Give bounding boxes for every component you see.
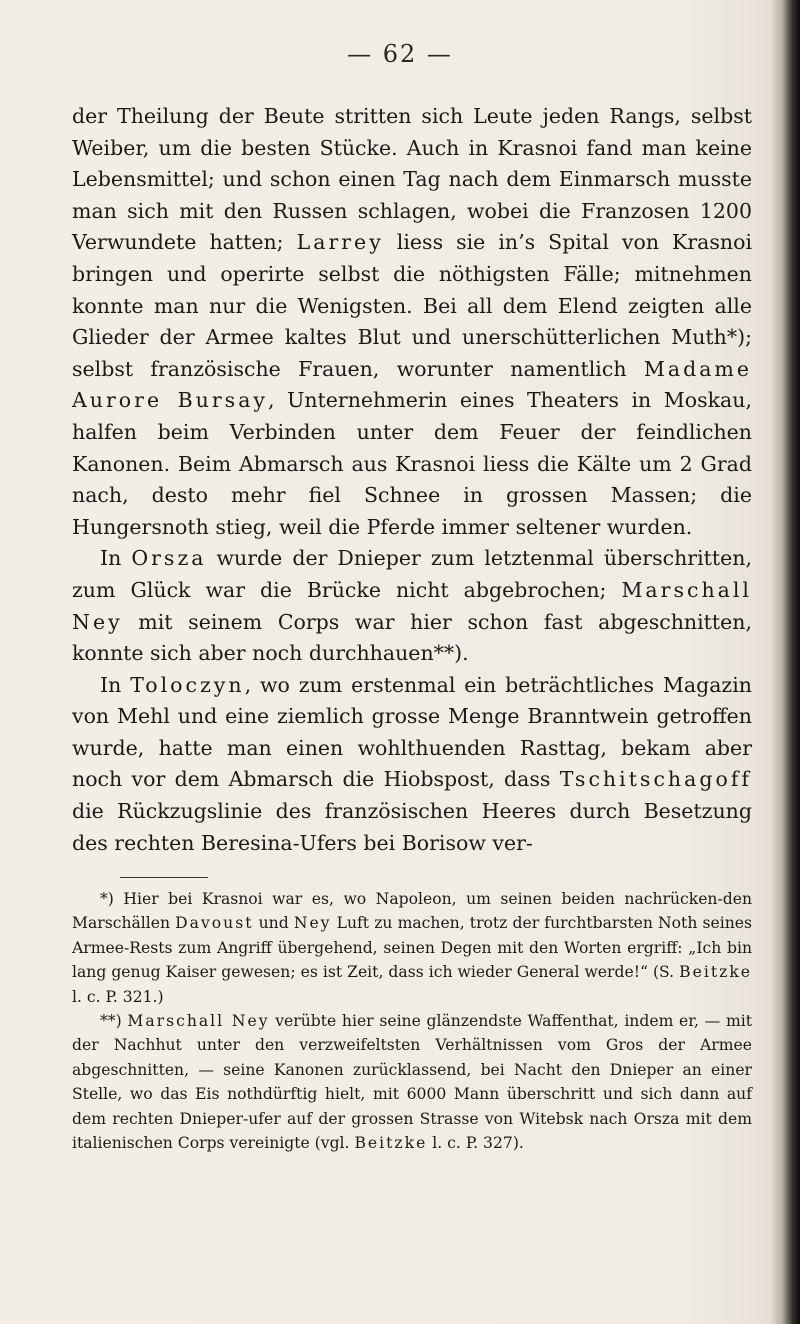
text-run: wurde der Dnieper zum letztenmal überschritten, zum Glück war die Brücke nicht abgebrochen; — [72, 546, 752, 602]
text-run: , Unternehmerin eines Theaters in Moskau, halfen beim Verbinden unter dem Feuer der feindlichen Kanonen. Beim Abmarsch aus Krasnoi liess die Kälte um 2 Grad nach, desto mehr fiel Schnee in grossen Massen; die Hungersnoth stieg, weil die Pferde immer seltener wurden. — [72, 388, 752, 539]
text-run: , wo zum erstenmal ein beträchtliches Magazin von Mehl und eine ziemlich grosse Menge Branntwein getroffen wurde, hatte man einen wohlthuenden Rasttag, bekam aber noch vor dem Abmarsch die Hiobspost, dass — [72, 672, 752, 792]
paragraph — [72, 101, 752, 543]
text-run: *) Hier bei Krasnoi war es, wo Napoleon, um seinen beiden nachrücken-den Marschällen — [72, 890, 752, 933]
page-edge-shadow — [770, 0, 800, 1324]
text-run: **) — [100, 1012, 128, 1031]
spaced-name: Madame Aurore Bursay — [72, 356, 752, 413]
paragraph — [72, 670, 752, 860]
spaced-name: Davoust — [175, 914, 254, 933]
spaced-name: Marschall Ney — [127, 1012, 270, 1031]
text-run: verübte hier seine glänzendste Waffenthat, indem er, — mit der Nachhut unter den verzweifeltsten Verhältnissen vom Gros der Armee abgeschnitten, — seine Kanonen zurücklassend, bei Nacht den Dnieper an einer Stelle, wo das Eis nothdürftig hielt, mit 6000 Mann überschritt und sich dann auf dem rechten Dnieper-ufer auf der grossen Strasse von Witebsk nach Orsza mit dem italienischen Corps vereinigte (vgl. — [72, 1012, 752, 1153]
page-number: — 62 — — [347, 40, 453, 68]
spaced-name: Toloczyn — [130, 672, 245, 697]
footnote — [72, 1009, 752, 1155]
text-run: l. c. P. 327). — [427, 1134, 524, 1153]
spaced-name: Larrey — [296, 230, 384, 255]
spaced-name: Beitzke — [679, 963, 752, 982]
text-run: In — [100, 672, 131, 697]
text-run: l. c. P. 321.) — [72, 987, 164, 1006]
footnote — [72, 887, 752, 1009]
text-run: und — [253, 914, 294, 933]
text-run: der Theilung der Beute stritten sich Leute jeden Rangs, selbst Weiber, um die besten Stücke. Auch in Krasnoi fand man keine Lebensmittel; und schon einen Tag nach dem Einmarsch musste man sich mit den Russen schlagen, wobei die Franzosen 1200 Verwundete hatten; — [72, 104, 752, 255]
paragraph — [72, 543, 752, 669]
spaced-name: Tschitschagoff — [559, 767, 752, 792]
text-run: mit seinem Corps war hier schon fast abgeschnitten, konnte sich aber noch durchhauen**). — [72, 609, 752, 666]
text-run: liess sie in’s Spital von Krasnoi bringen und operirte selbst die nöthigsten Fälle; mitnehmen konnte man nur die Wenigsten. Bei all dem Elend zeigten alle Glieder der Armee kaltes Blut und unerschütterlichen Muth*); selbst französische Frauen, worunter namentlich — [72, 230, 753, 381]
spaced-name: Marschall Ney — [72, 577, 752, 634]
main-text — [72, 101, 752, 859]
spaced-name: Orsza — [131, 546, 207, 571]
spaced-name: Beitzke — [354, 1134, 428, 1153]
footnotes — [72, 887, 752, 1155]
text-run: die Rückzugslinie des französischen Heeres durch Besetzung des rechten Beresina-Ufers bei Borisow ver- — [72, 799, 752, 855]
text-run: Luft zu machen, trotz der furchtbarsten Noth seines Armee-Rests zum Angriff übergehend, seinen Degen mit den Worten ergriff: „Ich bin lang genug Kaiser gewesen; es ist Zeit, dass ich wieder General werde!“ (S. — [72, 914, 752, 982]
text-run: In — [100, 546, 132, 571]
spaced-name: Ney — [293, 914, 332, 933]
footnote-separator — [120, 877, 208, 878]
